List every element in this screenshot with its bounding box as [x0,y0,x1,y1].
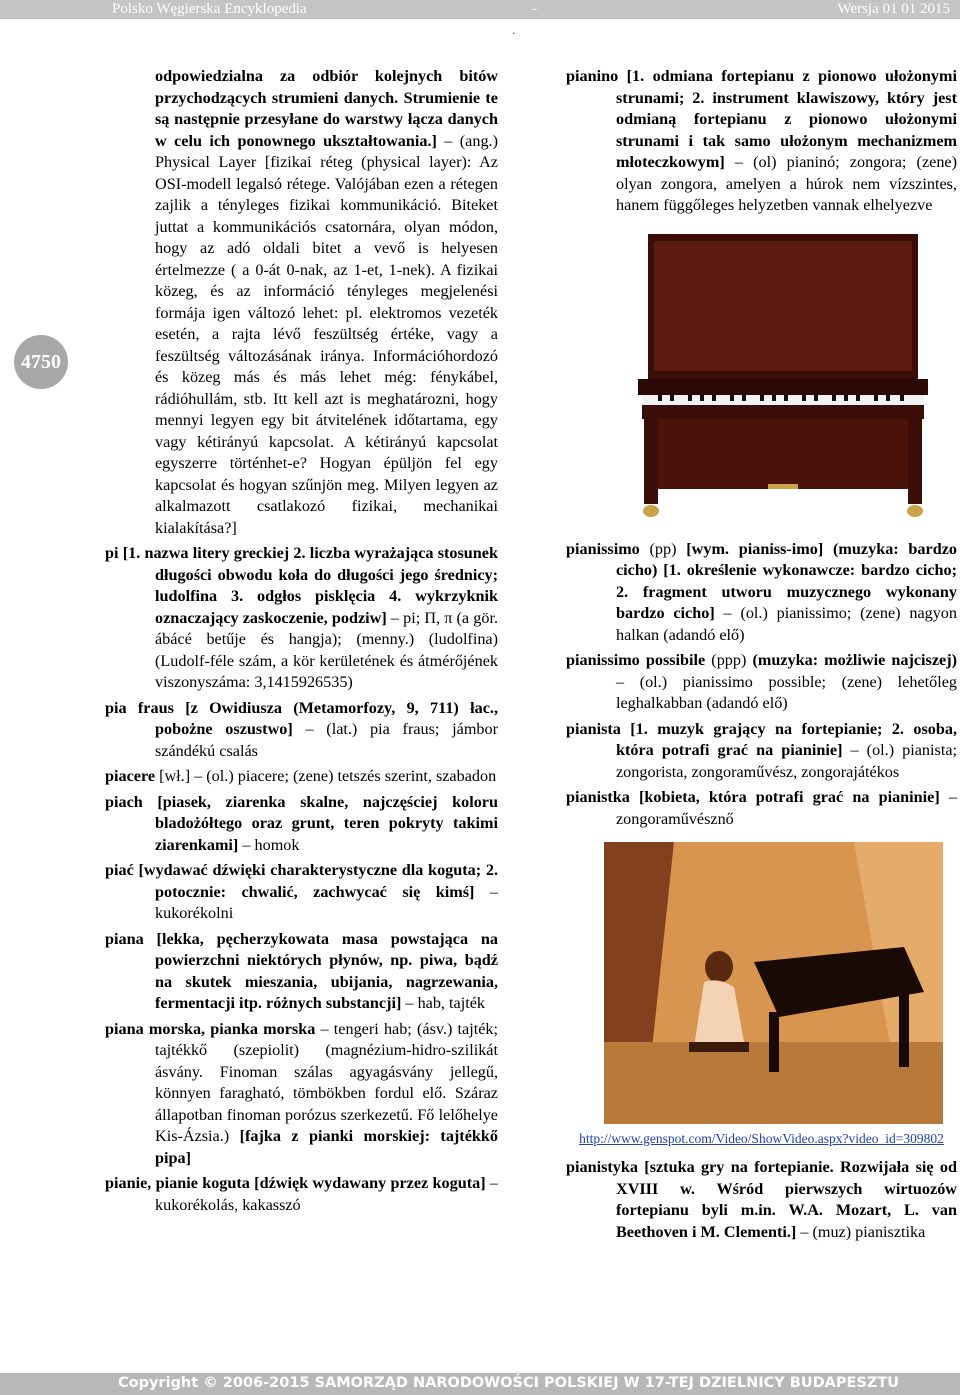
entry-pianissimo-possibile: pianissimo possibile (ppp) (muzyka: możliwie najciszej) – (ol.) pianissimo possible; (zene) lehetőleg leghalkabban (adandó elő) [566,651,957,712]
entry-piach: piach [piasek, ziarenka skalne, najczęściej koloru bladożółtego oraz grunt, teren pokryty takimi ziarenkami] – homok [105,792,498,854]
header-version: Wersja 01 01 2015 [837,1,950,17]
entry-physical-layer: odpowiedzialna za odbiór kolejnych bitów przychodzących strumieni danych. Strumienie te są następnie przesyłane do warstwy łącza danych w celu ich ponownego ukształtowania.] – (ang.) Physical Layer [fizikai réteg (physical layer): Az OSI-modell legalsó rétege. Valójában ezen a rétegen zajlik a tényleges fizikai kommunikáció. Biteket juttat a kommunikációs csatornára, olyan módon, hogy az adó oldali bitet a vevő is helyesen értelmezze ( a 0-át 0-nak, az 1-et, 1-nek). A fizikai közeg, és az információ tényleges megjelenési formája igen változó lehet: pl. elektromos vezeték esetén, a rajta lévő feszültség értéke, vagy a feszültség változásának iránya. Információhordozó és közeg más és más lehet még: fénykábel, rádióhullám, stb. Itt kell azt is meghatározni, hogy mennyi legyen egy bit átvitelének időtartama, egy vagy kétirányú kapcsolat. A kétirányú kapcsolat egyszerre történhet-e? Hogyan épüljön fel egy kapcsolat és hogyan szűnjön meg. Milyen legyen az alkalmazott csatlakozó fizikai, mechanikai kialakítása?] [155,67,498,537]
entry-piacere: piacere [wł.] – (ol.) piacere; (zene) tetszés szerint, szabadon [105,767,497,785]
header-dash: - [532,1,537,17]
entry-piana: piana [lekka, pęcherzykowata masa powstająca na powierzchni niektórych płynów, np. piwa, bądź na skutek mieszania, ubijania, nagrzewania, fermentacji itp. różnych substancji] – hab, tajték [105,929,498,1012]
entry-pianissimo: pianissimo (pp) [wym. pianiss-imo] (muzyka: bardzo cicho) [1. określenie wykonawcze: bardzo cicho; 2. fragment utworu muzycznego wykonany bardzo cicho] – (ol.) pianissimo; (zene) nagyon halkan (adandó elő) [566,539,957,644]
header-dot: . [512,22,516,37]
left-column [105,66,498,1216]
right-column [566,66,957,1243]
entry-piana-morska: piana morska, pianka morska – tengeri hab; (ásv.) tajték; tajtékkő (szepiolit) (magnézium-hidro-szilikát ásvány. Finoman szálas agyagásvány jellegű, könnyen faragható, tömbökben fordul elő. Száraz állapotban finoman porózus szerkezetű. Fő lelőhelye Kis-Ázsia.) [fajka z pianki morskiej: tajtékkő pipa] [105,1019,498,1167]
page-footer [0,1373,960,1395]
entry-pianino: pianino [1. odmiana fortepianu z pionowo ułożonymi strunami; 2. instrument klawiszowy, który jest odmianą fortepianu z pionowo ułożonymi strunami i tak samo ułożonym mechanizmem młoteczkowym] – (ol) pianinó; zongora; (zene) olyan zongora, amelyen a húrok nem vízszintes, hanem függőleges helyzetben vannak elhelyezve [566,67,957,214]
video-link[interactable]: http://www.genspot.com/Video/ShowVideo.aspx?video_id=309802 [579,1131,944,1146]
entry-piac: piać [wydawać dźwięki charakterystyczne dla koguta; 2. potocznie: chwalić, zachwycać się kimś] – kukorékolni [105,861,499,922]
copyright-text: Copyright © 2006-2015 SAMORZĄD NARODOWOŚCI POLSKIEJ W 17-TEJ DZIELNICY BUDAPESZTU [118,1375,900,1391]
page-header [0,0,960,19]
entry-pi: pi [1. nazwa litery greckiej 2. liczba wyrażająca stosunek długości obwodu koła do długości jego średnicy; ludolfina 3. odgłos pisklęcia 4. wykrzyknik oznaczający zaskoczenie, podziw] – pi; Π, π (a gör. ábácé betűje és hangja); (menny.) (ludolfina) (Ludolf-féle szám, a kör kerületének és átmérőjének viszonyszáma: 3,1415926535) [105,544,498,691]
header-title: Polsko Węgierska Encyklopedia [112,1,307,17]
entry-pianie: pianie, pianie koguta [dźwięk wydawany przez koguta] – kukorékolás, kakasszó [105,1174,499,1214]
page-number-badge: 4750 [14,335,68,389]
upright-piano-image [618,229,948,529]
entry-pianista: pianista [1. muzyk grający na fortepianie; 2. osoba, która potrafi grać na pianinie] – (ol.) pianista; zongorista, zongoraművész, zongorajátékos [566,719,957,781]
entry-pianistyka: pianistyka [sztuka gry na fortepianie. Rozwijała się od XVIII w. Wśród pierwszych wirtuozów fortepianu byli m.in. W.A. Mozart, L. van Beethoven i M. Clementi.] – (muz) pianisztika [566,1158,957,1241]
entry-pianistka: pianistka [kobieta, która potrafi grać na pianinie] – zongoraművésznő [566,788,957,828]
entry-pia-fraus: pia fraus [z Owidiusza (Metamorfozy, 9, 711) łac., pobożne oszustwo] – (lat.) pia fraus; jámbor szándékú csalás [105,698,498,760]
pianist-photo [604,842,943,1124]
